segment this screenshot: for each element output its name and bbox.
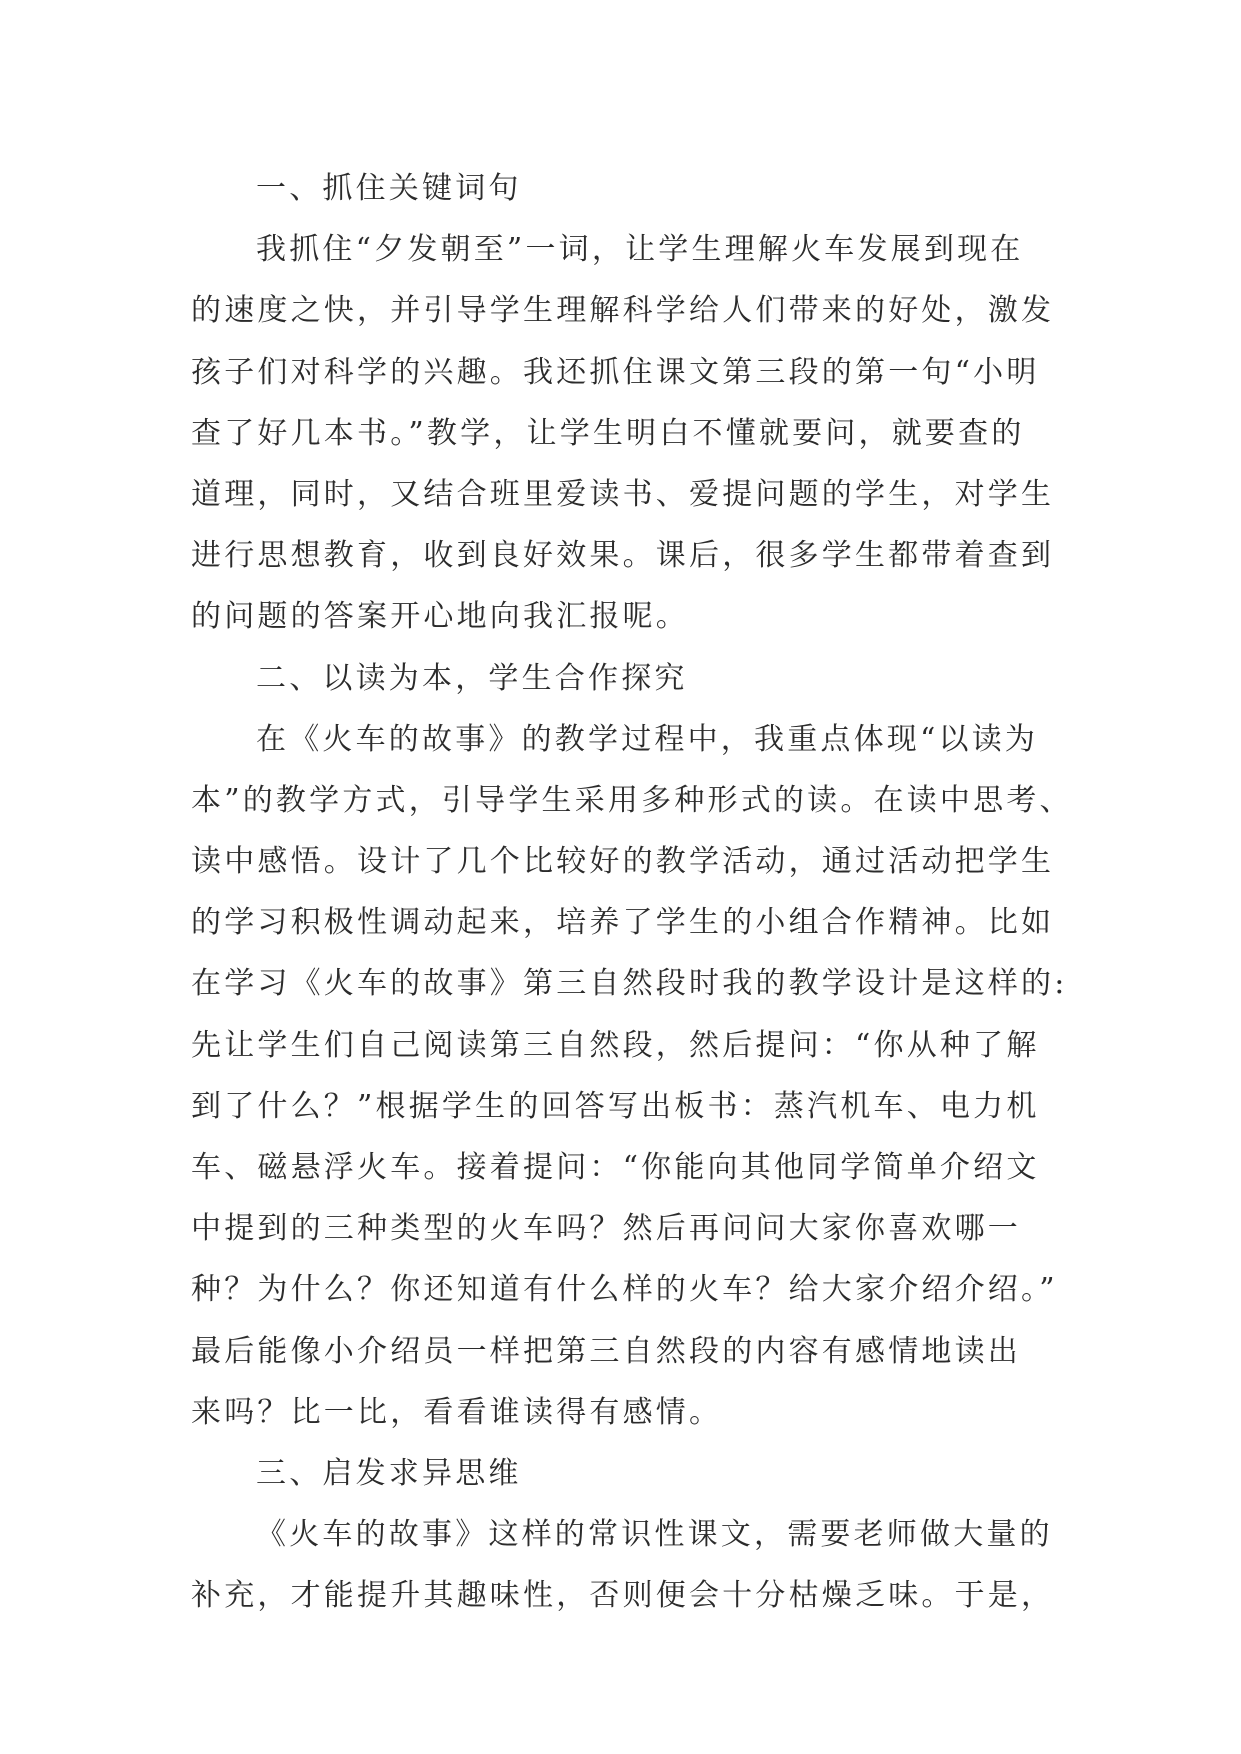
paragraph-line: 在学习《火车的故事》第三自然段时我的教学设计是这样的: (191, 966, 1068, 1002)
paragraph-line: 到了什么？”根据学生的回答写出板书：蒸汽机车、电力机 (191, 1088, 1040, 1124)
paragraph-line: 补充，才能提升其趣味性，否则便会十分枯燥乏味。于是， (191, 1578, 1055, 1614)
paragraph-line: 道理，同时，又结合班里爱读书、爱提问题的学生，对学生 (191, 476, 1055, 512)
paragraph-line: 本”的教学方式，引导学生采用多种形式的读。在读中思考、 (191, 782, 1073, 818)
paragraph-line: 的问题的答案开心地向我汇报呢。 (191, 599, 689, 635)
paragraph-line: 查了好几本书。”教学，让学生明白不懂就要问，就要查的 (191, 415, 1025, 451)
section-heading-3: 三、启发求异思维 (256, 1455, 522, 1491)
paragraph-line: 《火车的故事》这样的常识性课文，需要老师做大量的 (256, 1517, 1053, 1553)
paragraph-line: 车、磁悬浮火车。接着提问：“你能向其他同学简单介绍文 (191, 1150, 1040, 1185)
paragraph-line: 我抓住“夕发朝至”一词，让学生理解火车发展到现在 (256, 232, 1024, 268)
paragraph-line: 先让学生们自己阅读第三自然段，然后提问：“你从种了解 (191, 1027, 1040, 1063)
paragraph-line: 读中感悟。设计了几个比较好的教学活动，通过活动把学生 (191, 844, 1055, 880)
paragraph-line: 最后能像小介绍员一样把第三自然段的内容有感情地读出 (191, 1333, 1021, 1369)
paragraph-line: 的速度之快，并引导学生理解科学给人们带来的好处，激发 (191, 293, 1055, 329)
section-heading-2: 二、以读为本，学生合作探究 (256, 660, 688, 696)
paragraph-line: 在《火车的故事》的教学过程中，我重点体现“以读为 (256, 721, 1039, 757)
section-heading-1: 一、抓住关键词句 (256, 171, 522, 206)
paragraph-line: 的学习积极性调动起来，培养了学生的小组合作精神。比如 (191, 905, 1055, 941)
paragraph-line: 中提到的三种类型的火车吗？然后再问问大家你喜欢哪一 (191, 1211, 1021, 1247)
document-body (191, 158, 1071, 1627)
paragraph-line: 来吗？比一比，看看谁读得有感情。 (191, 1394, 723, 1430)
paragraph-line: 种？为什么？你还知道有什么样的火车？给大家介绍介绍。” (191, 1272, 1058, 1308)
paragraph-line: 孩子们对科学的兴趣。我还抓住课文第三段的第一句“小明 (191, 354, 1040, 390)
paragraph-line: 进行思想教育，收到良好效果。课后，很多学生都带着查到 (191, 538, 1055, 574)
